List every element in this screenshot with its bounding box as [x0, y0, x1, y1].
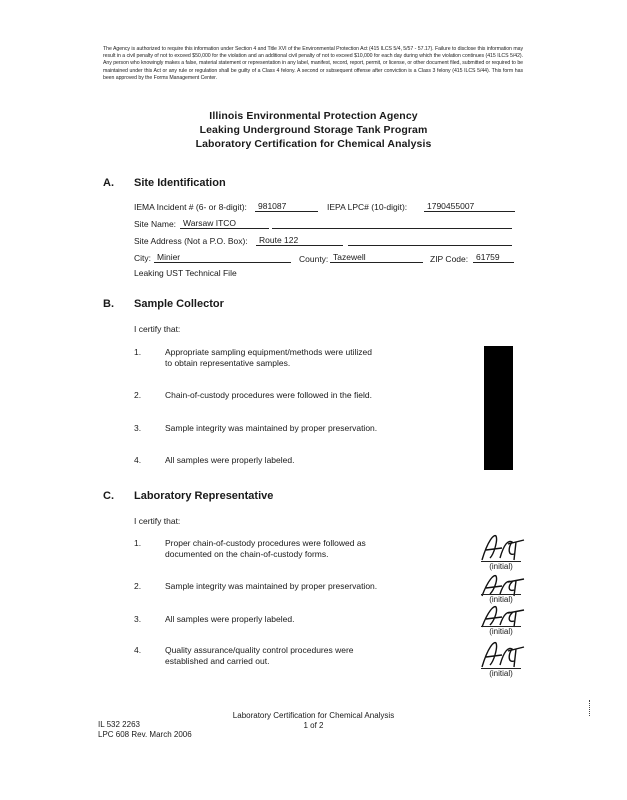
b-item-number: 4.	[134, 455, 142, 465]
b-item-number: 2.	[134, 390, 142, 400]
initial-label: (initial)	[481, 626, 521, 636]
b-item-text: Sample integrity was maintained by proper preservation.	[165, 423, 378, 433]
lpc-field[interactable]: 1790455007	[424, 201, 515, 212]
margin-mark	[589, 700, 591, 716]
zip-field[interactable]: 61759	[473, 252, 514, 263]
initial-label: (initial)	[481, 594, 521, 604]
disclaimer-text: The Agency is authorized to require this information under Section 4 and Title XVI of the Environmental Protection Act (415 ILCS 5/4, 5/57 - 57.17). Failure to disclose this information may result in a civil penalty of not to exceed $50,000 for the violation and an additional civil penalty of not to exceed $10,000 for each day during which the violation continues (415 ILCS 5/42). Any person who knowingly makes a false, material statement or representation in any label, manifest, record, report, permit, or license, or other document filed, submitted or required to be maintained under this Act or any rule or regulation shall be guilty of a Class 4 felony. A second or subsequent offense after conviction is a Class 3 felony (415 ILCS 5/44). This form has been approved by the Forms Management Center.	[103, 46, 523, 81]
section-b-title: Sample Collector	[134, 298, 224, 310]
section-b-certify: I certify that:	[134, 324, 181, 334]
technical-file-label: Leaking UST Technical File	[134, 268, 237, 278]
site-name-label: Site Name:	[134, 219, 177, 229]
page-number: 1 of 2	[303, 721, 324, 730]
c-item-number: 3.	[134, 614, 142, 624]
c-item-text: Sample integrity was maintained by proper preservation.	[165, 581, 378, 591]
site-name-field[interactable]: Warsaw ITCO	[180, 218, 269, 229]
c-item-text: Quality assurance/quality control procedures were	[165, 645, 354, 655]
c-item-number: 1.	[134, 538, 142, 548]
c-item-number: 2.	[134, 581, 142, 591]
c-item-text: Proper chain-of-custody procedures were followed as	[165, 538, 366, 548]
section-a-title: Site Identification	[134, 177, 226, 189]
site-name-continuation-line	[272, 218, 512, 229]
initial-label: (initial)	[481, 668, 521, 678]
city-label: City:	[134, 253, 151, 263]
incident-field[interactable]: 981087	[255, 201, 318, 212]
form-id: IL 532 2263	[98, 720, 140, 729]
initial-signature	[478, 530, 528, 564]
zip-label: ZIP Code:	[430, 254, 469, 264]
lpc-label: IEPA LPC# (10-digit):	[327, 202, 408, 212]
footer-title: Laboratory Certification for Chemical Analysis	[232, 711, 395, 720]
county-label: County:	[299, 254, 329, 264]
c-item-text: All samples were properly labeled.	[165, 614, 295, 624]
b-item-text: Chain-of-custody procedures were followed in the field.	[165, 390, 372, 400]
initial-label: (initial)	[481, 561, 521, 571]
section-a-letter: A.	[103, 177, 114, 189]
c-item-text: documented on the chain-of-custody forms.	[165, 549, 329, 559]
agency-title: Illinois Environmental Protection Agency	[209, 110, 418, 122]
section-c-letter: C.	[103, 490, 114, 502]
c-item-number: 4.	[134, 645, 142, 655]
b-item-text: to obtain representative samples.	[165, 358, 291, 368]
address-label: Site Address (Not a P.O. Box):	[134, 236, 248, 246]
form-title: Laboratory Certification for Chemical Analysis	[195, 138, 432, 150]
b-item-text: All samples were properly labeled.	[165, 455, 295, 465]
initial-signature	[478, 637, 528, 669]
c-item-text: established and carried out.	[165, 656, 270, 666]
program-title: Leaking Underground Storage Tank Program	[199, 124, 428, 136]
b-item-number: 1.	[134, 347, 142, 357]
b-item-number: 3.	[134, 423, 142, 433]
section-c-certify: I certify that:	[134, 516, 181, 526]
revision: LPC 608 Rev. March 2006	[98, 730, 192, 739]
address-continuation-line	[348, 235, 512, 246]
county-field[interactable]: Tazewell	[330, 252, 423, 263]
section-c-title: Laboratory Representative	[134, 490, 274, 502]
incident-label: IEMA Incident # (6- or 8-digit):	[134, 202, 247, 212]
city-field[interactable]: Minier	[154, 252, 291, 263]
section-b-letter: B.	[103, 298, 114, 310]
address-field[interactable]: Route 122	[256, 235, 343, 246]
b-item-text: Appropriate sampling equipment/methods were utilized	[165, 347, 372, 357]
redaction-bar	[484, 346, 513, 470]
